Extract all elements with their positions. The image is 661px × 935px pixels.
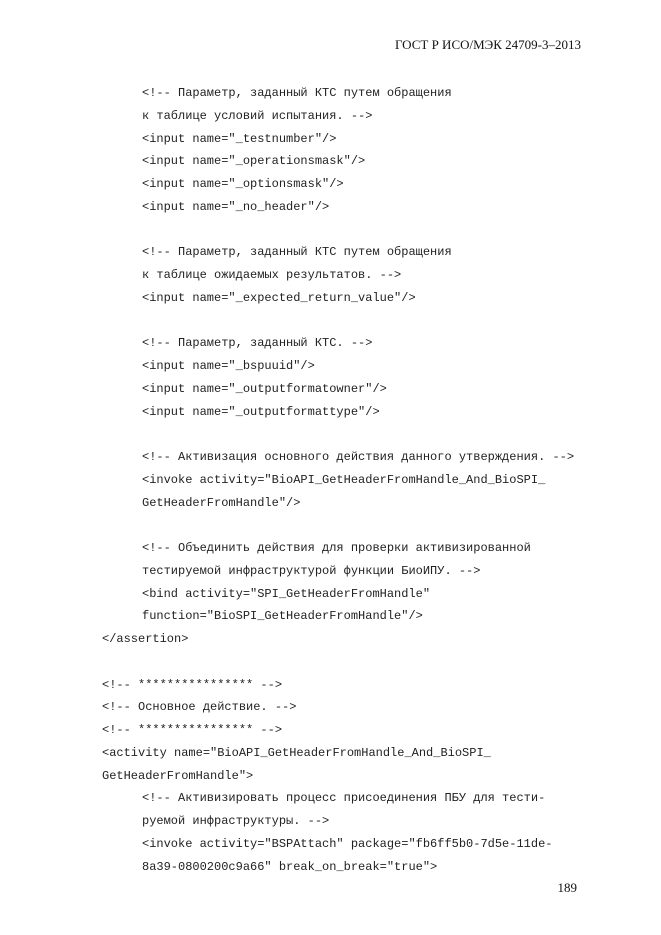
code-line: <!-- Активизировать процесс присоединения ПБУ для тести- [142, 791, 546, 806]
code-line: <activity name="BioAPI_GetHeaderFromHandle_And_BioSPI_ [102, 745, 491, 760]
code-line: </assertion> [102, 632, 189, 646]
document-header: ГОСТ Р ИСО/МЭК 24709-3–2013 [394, 37, 581, 52]
code-line: <!-- Основное действие. --> [102, 700, 297, 715]
code-line: к таблице условий испытания. --> [142, 108, 373, 123]
code-line: <input name="_operationsmask"/> [142, 154, 366, 169]
code-line: <input name="_outputformatowner"/> [142, 381, 387, 396]
code-line: <!-- Параметр, заданный КТС путем обращения [142, 86, 452, 100]
code-line: <!-- **************** --> [102, 723, 283, 737]
blank-line [0, 514, 661, 537]
blank-line [0, 423, 661, 446]
code-line: руемой инфраструктуры. --> [142, 814, 330, 828]
code-line: <invoke activity="BSPAttach" package="fb6ff5b0-7d5e-11de- [142, 836, 553, 851]
code-line: <!-- Объединить действия для проверки активизированной [142, 541, 531, 555]
code-line: <!-- **************** --> [102, 677, 283, 692]
page-number: 189 [557, 880, 577, 895]
code-line: тестируемой инфраструктурой функции БиоИПУ. --> [142, 563, 481, 578]
code-line: <input name="_expected_return_value"/> [142, 290, 416, 305]
blank-line [0, 310, 661, 333]
code-listing [0, 82, 661, 878]
code-line: <input name="_bspuuid"/> [142, 359, 315, 373]
code-line: GetHeaderFromHandle"> [102, 768, 254, 783]
blank-line [0, 219, 661, 242]
code-line: <bind activity="SPI_GetHeaderFromHandle" [142, 586, 431, 601]
code-line: <!-- Параметр, заданный КТС путем обращения [142, 245, 452, 260]
code-line: <input name="_outputformattype"/> [142, 404, 380, 419]
code-line: <!-- Параметр, заданный КТС. --> [142, 336, 373, 351]
code-line: к таблице ожидаемых результатов. --> [142, 268, 402, 282]
code-line: <invoke activity="BioAPI_GetHeaderFromHandle_And_BioSPI_ [142, 472, 546, 487]
code-line: <!-- Активизация основного действия данного утверждения. --> [142, 450, 575, 464]
blank-line [0, 651, 661, 674]
code-line: <input name="_no_header"/> [142, 199, 330, 214]
code-line: <input name="_optionsmask"/> [142, 177, 344, 191]
code-line: GetHeaderFromHandle"/> [142, 495, 301, 510]
code-line: function="BioSPI_GetHeaderFromHandle"/> [142, 609, 423, 624]
code-line: <input name="_testnumber"/> [142, 131, 337, 146]
code-line: 8a39-0800200c9a66" break_on_break="true"> [142, 859, 438, 874]
